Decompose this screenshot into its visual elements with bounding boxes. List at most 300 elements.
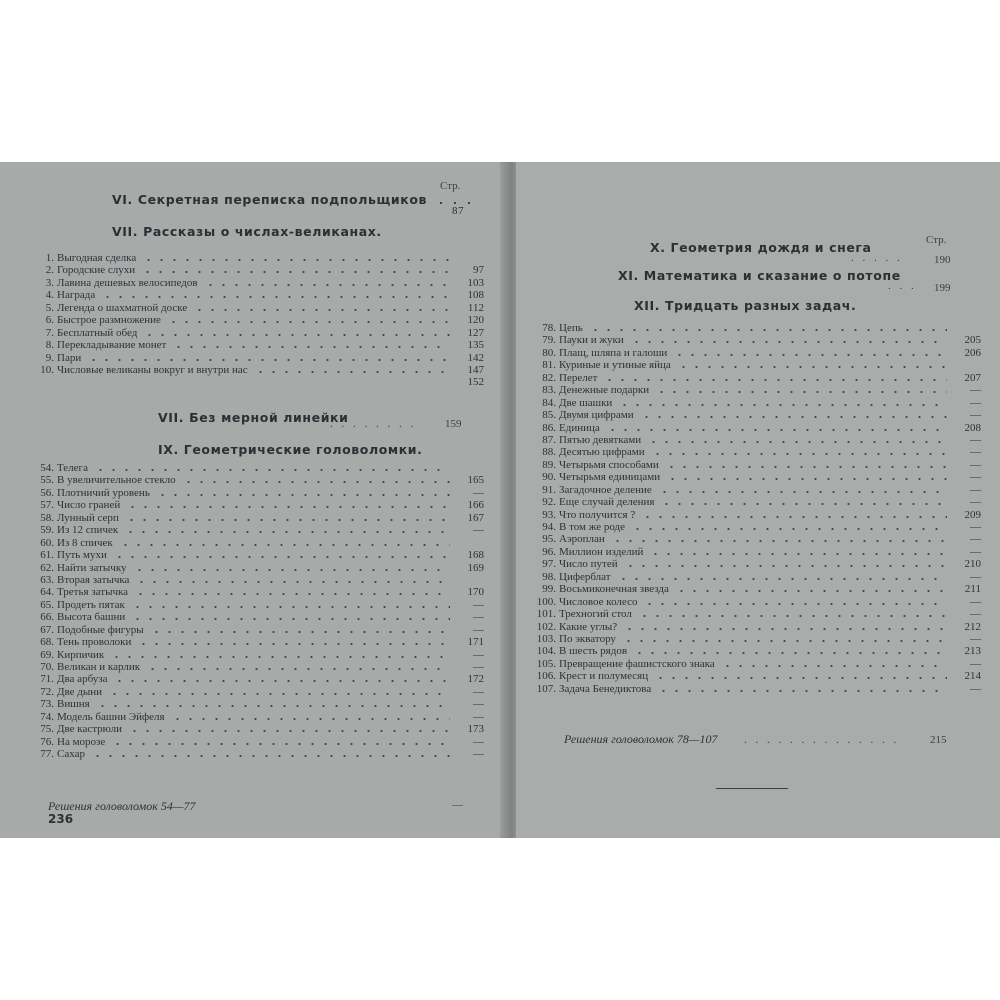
- entry-title: В увеличительное стекло: [57, 474, 176, 487]
- entry-title: Числовое колесо: [559, 595, 638, 608]
- entry-page: —: [473, 623, 484, 636]
- entry-page: 207: [964, 371, 981, 384]
- entry-page: —: [970, 409, 981, 422]
- toc-entry: [24, 636, 494, 648]
- dot-leader: [657, 683, 947, 695]
- toc-entry: [526, 434, 986, 446]
- entry-title: Вторая затычка: [57, 573, 130, 586]
- right-page: [516, 162, 1000, 838]
- entry-page: 147: [467, 363, 484, 376]
- entry-page: 206: [964, 346, 981, 359]
- entry-number: 85.: [542, 409, 556, 422]
- entry-number: 10.: [40, 363, 54, 376]
- entry-page: —: [970, 608, 981, 621]
- dot-leader: [143, 327, 450, 339]
- entry-page: —: [970, 533, 981, 546]
- entry-number: 84.: [542, 396, 556, 409]
- toc-entry: [24, 562, 494, 574]
- entry-number: 89.: [542, 458, 556, 471]
- dot-leader: [96, 698, 450, 710]
- toc-entry: [24, 748, 494, 760]
- entry-page: —: [473, 611, 484, 624]
- entry-number: 57.: [40, 499, 54, 512]
- entry-title: Телега: [57, 462, 88, 474]
- entry-number: 55.: [40, 474, 54, 487]
- entry-number: 71.: [40, 673, 54, 686]
- entry-title: Пари: [57, 351, 82, 364]
- page-column-label: Стр.: [926, 234, 947, 246]
- entry-title: Какие углы?: [559, 620, 618, 633]
- entry-title: Быстрое размножение: [57, 314, 161, 327]
- entry-number: 6.: [45, 314, 54, 327]
- dot-leader: [675, 583, 947, 595]
- toc-entry: [24, 499, 494, 511]
- toc-entry: [24, 586, 494, 598]
- page-number: 236: [48, 812, 74, 826]
- toc-entry: [526, 546, 986, 558]
- entry-title: Плотничий уровень: [57, 486, 150, 499]
- section-heading-viii: VII. Без мерной линейки: [158, 410, 349, 425]
- entry-page: 127: [467, 326, 484, 339]
- entry-number: 90.: [542, 471, 556, 484]
- toc-entry: [24, 649, 494, 661]
- entry-title: Сахар: [57, 748, 85, 761]
- entry-page: 213: [964, 645, 981, 658]
- toc-entry: [24, 252, 494, 264]
- toc-entry: [24, 474, 494, 486]
- entry-page: 166: [467, 499, 484, 512]
- dot-leader: [589, 322, 947, 334]
- entry-number: 67.: [40, 623, 54, 636]
- entry-page: 103: [467, 276, 484, 289]
- toc-entry: [24, 624, 494, 636]
- entry-title: Легенда о шахматной доске: [57, 301, 188, 314]
- dot-leader: [631, 521, 947, 533]
- section-heading-xi: XI. Математика и сказание о потопе: [618, 268, 901, 283]
- toc-entry: [24, 512, 494, 524]
- entry-title: Две кастрюли: [57, 723, 122, 736]
- dot-leader: [167, 314, 450, 326]
- entry-title: По экватору: [559, 632, 616, 645]
- entry-number: 102.: [536, 620, 556, 633]
- section-heading-x: X. Геометрия дождя и снега: [650, 240, 872, 255]
- entry-title: Задача Бенедиктова: [559, 682, 652, 695]
- entry-number: 106.: [536, 670, 556, 683]
- entry-number: 86.: [542, 421, 556, 434]
- dot-leader: . . . . . . . . . . . . . .: [744, 734, 900, 746]
- entry-number: 87.: [542, 433, 556, 446]
- entry-title: Четырьмя способами: [559, 458, 659, 471]
- dot-leader: [647, 434, 947, 446]
- entry-title: Городские слухи: [57, 264, 136, 277]
- entry-title: Число путей: [559, 558, 618, 571]
- dot-leader: [156, 487, 450, 499]
- entry-number: 54.: [40, 462, 54, 474]
- toc-entry: [24, 302, 494, 314]
- entry-page: —: [970, 458, 981, 471]
- dot-leader: [649, 546, 947, 558]
- dot-leader: [111, 736, 450, 748]
- toc-entry: [24, 314, 494, 326]
- dot-leader: [677, 359, 947, 371]
- entry-number: 7.: [45, 326, 54, 339]
- entry-title: Вишня: [57, 698, 90, 711]
- toc-entry: [526, 571, 986, 583]
- dot-leader: . . . . .: [851, 252, 903, 264]
- entry-title: Пауки и жуки: [559, 334, 624, 347]
- entry-page: 120: [467, 314, 484, 327]
- entry-title: Найти затычку: [57, 561, 127, 574]
- dot-leader: [137, 636, 450, 648]
- section-heading-xii: XII. Тридцать разных задач.: [634, 298, 857, 313]
- toc-list-chapter-vii: [24, 252, 494, 389]
- entry-page: —: [970, 433, 981, 446]
- toc-entry: [24, 574, 494, 586]
- entry-number: 81.: [542, 359, 556, 372]
- dot-leader: [131, 611, 450, 623]
- entry-title: Числовые великаны вокруг и внутри нас: [57, 363, 248, 376]
- entry-number: 73.: [40, 698, 54, 711]
- toc-entry: [526, 459, 986, 471]
- section-page-xi: 199: [934, 282, 951, 294]
- toc-entry: [526, 359, 986, 371]
- toc-entry: [526, 509, 986, 521]
- toc-entry: [526, 608, 986, 620]
- entry-title: Лавина дешевых велосипедов: [57, 276, 198, 289]
- entry-title: Продеть пятак: [57, 598, 125, 611]
- toc-entry: [526, 397, 986, 409]
- entry-title: Бесплатный обед: [57, 326, 138, 339]
- toc-entry: [526, 322, 986, 334]
- toc-entry: [526, 496, 986, 508]
- dot-leader: [141, 264, 450, 276]
- entry-page: 169: [467, 561, 484, 574]
- entry-title: Еще случай деления: [559, 496, 655, 509]
- dot-leader: [660, 496, 947, 508]
- entry-title: Две дыни: [57, 685, 103, 698]
- entry-number: 64.: [40, 586, 54, 599]
- entry-number: 60.: [40, 536, 54, 549]
- dot-leader: [193, 302, 450, 314]
- toc-entry: [526, 409, 986, 421]
- entry-page: 168: [467, 549, 484, 562]
- entry-page: —: [473, 661, 484, 673]
- entry-number: 5.: [45, 301, 54, 314]
- entry-page: 142: [467, 351, 484, 364]
- entry-number: 101.: [536, 608, 556, 621]
- dot-leader: [638, 608, 947, 620]
- entry-number: 62.: [40, 561, 54, 574]
- entry-title: Крест и полумесяц: [559, 670, 649, 683]
- toc-entry: [24, 364, 494, 376]
- toc-entry: [24, 289, 494, 301]
- section-title: VI. Секретная переписка подпольщиков: [112, 192, 428, 207]
- entry-number: 97.: [542, 558, 556, 571]
- entry-number: 80.: [542, 346, 556, 359]
- section-page-vi: 87: [452, 205, 465, 217]
- toc-entry: [526, 558, 986, 570]
- dot-leader: [633, 645, 947, 657]
- entry-page: 170: [467, 586, 484, 599]
- solutions-page: 215: [930, 734, 947, 746]
- dot-leader: [131, 599, 450, 611]
- entry-number: 69.: [40, 648, 54, 661]
- entry-title: Из 12 спичек: [57, 524, 119, 537]
- entry-title: Лунный серп: [57, 511, 119, 524]
- entry-title: Загадочное деление: [559, 483, 652, 496]
- entry-page: 97: [473, 264, 484, 277]
- dot-leader: [150, 624, 450, 636]
- entry-page: 208: [964, 421, 981, 434]
- entry-title: Тень проволоки: [57, 636, 132, 649]
- dot-leader: [101, 289, 450, 301]
- toc-entry: [24, 524, 494, 536]
- toc-entry: [526, 521, 986, 533]
- toc-entry: [24, 698, 494, 710]
- toc-entry: [526, 621, 986, 633]
- dot-leader: [651, 446, 947, 458]
- toc-entry: [526, 372, 986, 384]
- entry-page: —: [970, 595, 981, 608]
- dot-leader: [606, 422, 947, 434]
- entry-number: 1.: [45, 252, 54, 264]
- toc-entry: [526, 422, 986, 434]
- dot-leader: [654, 670, 947, 682]
- left-page: [0, 162, 510, 838]
- entry-number: 107.: [536, 682, 556, 695]
- entry-page: —: [473, 698, 484, 711]
- toc-entry: [24, 611, 494, 623]
- dot-leader: [665, 459, 947, 471]
- entry-number: 77.: [40, 748, 54, 761]
- entry-title: Двумя цифрами: [559, 409, 634, 422]
- toc-entry: [24, 736, 494, 748]
- toc-list-chapter-ix: [24, 462, 494, 761]
- toc-entry: [24, 339, 494, 351]
- entry-page: —: [970, 545, 981, 558]
- entry-page: 165: [467, 474, 484, 487]
- toc-entry: [24, 686, 494, 698]
- entry-number: 9.: [45, 351, 54, 364]
- entry-page: 108: [467, 289, 484, 302]
- entry-number: 8.: [45, 339, 54, 352]
- entry-number: 68.: [40, 636, 54, 649]
- entry-title: На морозе: [57, 735, 106, 748]
- dot-leader: [126, 499, 450, 511]
- entry-page: 171: [467, 636, 484, 649]
- entry-page: —: [970, 396, 981, 409]
- section-heading-ix: IX. Геометрические головоломки.: [158, 442, 423, 457]
- entry-page: 167: [467, 511, 484, 524]
- entry-page: 152: [467, 376, 484, 389]
- entry-title: Единица: [559, 421, 600, 434]
- section-heading-vi: [112, 192, 474, 207]
- entry-title: Аэроплан: [559, 533, 605, 546]
- toc-entry: [526, 484, 986, 496]
- toc-entry: [526, 533, 986, 545]
- entry-number: 93.: [542, 508, 556, 521]
- entry-title: Что получится ?: [559, 508, 636, 521]
- entry-title: Награда: [57, 289, 96, 302]
- entry-number: 78.: [542, 322, 556, 334]
- entry-number: 79.: [542, 334, 556, 347]
- entry-page: 135: [467, 339, 484, 352]
- solutions-line: Решения головоломок 78—107: [564, 732, 718, 746]
- dot-leader: [666, 471, 947, 483]
- entry-title: Плащ, шляпа и галоши: [559, 346, 668, 359]
- entry-title: Из 8 спичек: [57, 536, 113, 549]
- entry-number: 56.: [40, 486, 54, 499]
- entry-page: 172: [467, 673, 484, 686]
- entry-title: Путь мухи: [57, 549, 107, 562]
- entry-number: 75.: [40, 723, 54, 736]
- entry-page: —: [473, 524, 484, 537]
- page-column-label: Стр.: [440, 180, 461, 192]
- dot-leader: [94, 462, 450, 474]
- section-page-x: 190: [934, 254, 951, 266]
- entry-page: —: [970, 632, 981, 645]
- entry-page: 209: [964, 508, 981, 521]
- entry-number: 100.: [536, 595, 556, 608]
- dot-leader: [87, 352, 450, 364]
- entry-page: —: [970, 657, 981, 670]
- toc-entry: [526, 670, 986, 682]
- dot-leader: [622, 633, 947, 645]
- entry-page: —: [473, 598, 484, 611]
- entry-page: —: [970, 483, 981, 496]
- entry-title: Перелет: [559, 371, 598, 384]
- entry-page: —: [970, 471, 981, 484]
- entry-title: Кирпичик: [57, 648, 105, 661]
- entry-number: 70.: [40, 661, 54, 673]
- dot-leader: [658, 484, 947, 496]
- dot-leader: [641, 509, 947, 521]
- entry-title: Два арбуза: [57, 673, 108, 686]
- entry-number: 74.: [40, 710, 54, 723]
- end-rule: [716, 788, 788, 789]
- entry-number: 105.: [536, 657, 556, 670]
- toc-entry: [24, 661, 494, 673]
- toc-entry: [24, 537, 494, 549]
- dot-leader: [721, 658, 947, 670]
- entry-number: 58.: [40, 511, 54, 524]
- entry-title: Миллион изделий: [559, 545, 644, 558]
- toc-entry: [24, 599, 494, 611]
- toc-entry: [526, 658, 986, 670]
- dot-leader: [204, 277, 450, 289]
- dot-leader: . . .: [432, 194, 475, 207]
- entry-page: —: [970, 496, 981, 509]
- entry-page: 211: [964, 583, 981, 596]
- dot-leader: [125, 512, 450, 524]
- entry-page: 173: [467, 723, 484, 736]
- entry-title: Цепь: [559, 322, 583, 334]
- entry-number: 65.: [40, 598, 54, 611]
- dot-leader: [673, 347, 947, 359]
- entry-title: В том же роде: [559, 521, 625, 533]
- entry-title: Трехногий стол: [559, 608, 632, 621]
- entry-title: Подобные фигуры: [57, 623, 144, 636]
- entry-number: 59.: [40, 524, 54, 537]
- entry-page: —: [473, 486, 484, 499]
- entry-number: 76.: [40, 735, 54, 748]
- entry-number: 94.: [542, 521, 556, 533]
- toc-entry: [526, 633, 986, 645]
- entry-number: 2.: [45, 264, 54, 277]
- dot-leader: [113, 673, 450, 685]
- entry-page: 112: [467, 301, 484, 314]
- dot-leader: [134, 586, 450, 598]
- entry-number: 98.: [542, 570, 556, 583]
- toc-entry: [24, 487, 494, 499]
- entry-number: 3.: [45, 276, 54, 289]
- entry-page: 210: [964, 558, 981, 571]
- entry-number: 63.: [40, 573, 54, 586]
- toc-entry: [24, 376, 494, 388]
- toc-entry: [24, 723, 494, 735]
- entry-number: 4.: [45, 289, 54, 302]
- toc-entry: [24, 711, 494, 723]
- dot-leader: [611, 533, 947, 545]
- dot-leader: . . .: [888, 280, 917, 292]
- entry-title: Третья затычка: [57, 586, 129, 599]
- entry-page: —: [970, 521, 981, 533]
- entry-title: Перекладывание монет: [57, 339, 167, 352]
- toc-entry: [526, 596, 986, 608]
- dot-leader: [254, 364, 450, 376]
- dot-leader: [624, 558, 947, 570]
- entry-number: 83.: [542, 384, 556, 397]
- entry-page: 205: [964, 334, 981, 347]
- entry-number: 95.: [542, 533, 556, 546]
- entry-page: —: [970, 446, 981, 459]
- dot-leader: [110, 649, 450, 661]
- toc-entry: [526, 583, 986, 595]
- toc-entry: [526, 384, 986, 396]
- entry-title: Модель башни Эйфеля: [57, 710, 165, 723]
- dot-leader: [124, 524, 450, 536]
- entry-title: Десятью цифрами: [559, 446, 645, 459]
- entry-page: —: [473, 748, 484, 761]
- dot-leader: [108, 686, 450, 698]
- entry-number: 91.: [542, 483, 556, 496]
- entry-title: Две шашки: [559, 396, 613, 409]
- solutions-line: Решения головоломок 54—77: [48, 799, 196, 813]
- toc-entry: [526, 471, 986, 483]
- entry-number: 72.: [40, 685, 54, 698]
- dot-leader: [182, 474, 450, 486]
- entry-number: 104.: [536, 645, 556, 658]
- toc-list-chapter-xii: [526, 322, 986, 695]
- toc-entry: [24, 352, 494, 364]
- dot-leader: . . . . . . . .: [330, 418, 417, 430]
- toc-entry: [24, 673, 494, 685]
- entry-title: В шесть рядов: [559, 645, 628, 658]
- entry-title: Четырьмя единицами: [559, 471, 661, 484]
- dot-leader: [617, 571, 947, 583]
- entry-number: 61.: [40, 549, 54, 562]
- dot-leader: [146, 661, 450, 673]
- toc-entry: [24, 327, 494, 339]
- entry-number: 66.: [40, 611, 54, 624]
- entry-number: 99.: [542, 583, 556, 596]
- toc-entry: [526, 347, 986, 359]
- entry-page: —: [970, 384, 981, 397]
- dot-leader: [113, 549, 450, 561]
- entry-title: Число граней: [57, 499, 121, 512]
- toc-entry: [526, 446, 986, 458]
- toc-entry: [526, 334, 986, 346]
